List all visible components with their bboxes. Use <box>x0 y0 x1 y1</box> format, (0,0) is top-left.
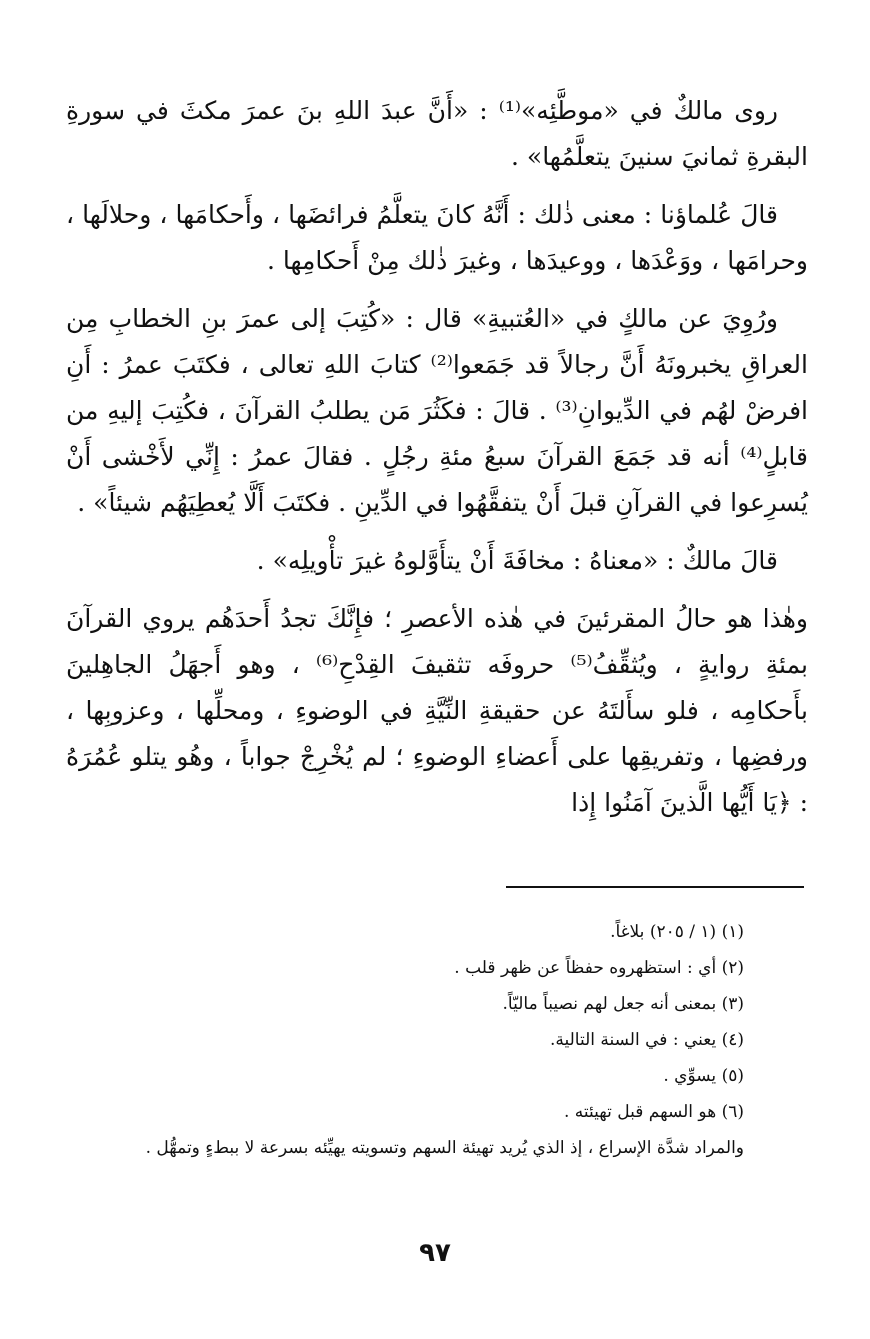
footnote-separator <box>506 886 804 888</box>
paragraph-utbiyya-report: ورُوِيَ عن مالكٍ في «العُتبيةِ» قال : «كُتِبَ إلى عمرَ بنِ الخطابِ مِن العراقِ يخبرونَهُ أَنَّ رجالاً قد جَمَعوا⁽²⁾ كتابَ اللهِ تعالى ، فكتَبَ عمرُ : أَنِ افرضْ لهُم في الدِّيوانِ⁽³⁾ . قالَ : فكَثُرَ مَن يطلبُ القرآنَ ، فكُتِبَ إليهِ من قابلٍ⁽⁴⁾ أنه قد جَمَعَ القرآنَ سبعُ مئةِ رجُلٍ . فقالَ عمرُ : إِنِّي لأَخْشى أَنْ يُسرِعوا في القرآنِ قبلَ أَنْ يتفقَّهُوا في الدِّينِ . فكتَبَ أَلَّا يُعطِيَهُم شيئاً» . <box>66 304 809 517</box>
main-text <box>66 88 808 838</box>
footnote-3: (٣) بمعنى أنه جعل لهم نصيباً ماليّاً. <box>502 994 744 1014</box>
paragraph-malik-muwatta: روى مالكٌ في «موطَّئِه»⁽¹⁾ : «أَنَّ عبدَ اللهِ بنَ عمرَ مكثَ في سورةِ البقرةِ ثمانيَ سنينَ يتعلَّمُها» . <box>66 96 808 171</box>
footnote-5: (٥) يسوِّي . <box>663 1066 744 1086</box>
footnote-4: (٤) يعني : في السنة التالية. <box>549 1030 744 1050</box>
footnote-1: (١) (١ / ٢٠٥) بلاغاً. <box>610 922 744 942</box>
footnotes <box>100 914 804 1166</box>
footnote-2: (٢) أي : استظهروه حفظاً عن ظهر قلب . <box>454 958 744 978</box>
footnote-6-continuation: والمراد شدَّة الإسراع ، إذ الذي يُريد تهيئة السهم وتسويته يهيِّئه بسرعة لا ببطءٍ وتمهُّل . <box>145 1138 744 1158</box>
paragraph-reciters-state: وهٰذا هو حالُ المقرئينَ في هٰذه الأعصرِ ؛ فإِنَّكَ تجدُ أَحدَهُم يروي القرآنَ بمئةِ روايةٍ ، ويُثقِّفُ⁽⁵⁾ حروفَه تثقيفَ القِدْحِ⁽⁶⁾ ، وهو أَجهَلُ الجاهِلينَ بأَحكامِه ، فلو سأَلتَهُ عن حقيقةِ النِّيَّةِ في الوضوءِ ، ومحلِّها ، وعزوبِها ، ورفضِها ، وتفريقِها على أَعضاءِ الوضوءِ ؛ لم يُخْرِجْ جواباً ، وهُو يتلو عُمُرَهُ : ﴿يَا أَيُّها الَّذينَ آمَنُوا إِذا <box>66 604 808 817</box>
paragraph-malik-meaning: قالَ مالكٌ : «معناهُ : مخافَةَ أَنْ يتأَوَّلوهُ غيرَ تأْويلِه» . <box>256 546 778 575</box>
page-number: ٩٧ <box>419 1238 451 1268</box>
footnote-6: (٦) هو السهم قبل تهيئته . <box>563 1102 744 1122</box>
paragraph-ulama-meaning: قالَ عُلماؤنا : معنى ذٰلك : أَنَّهُ كانَ يتعلَّمُ فرائضَها ، وأَحكامَها ، وحلالَها ، وحرامَها ، ووَعْدَها ، ووعيدَها ، وغيرَ ذٰلك مِنْ أَحكامِها . <box>66 200 808 275</box>
